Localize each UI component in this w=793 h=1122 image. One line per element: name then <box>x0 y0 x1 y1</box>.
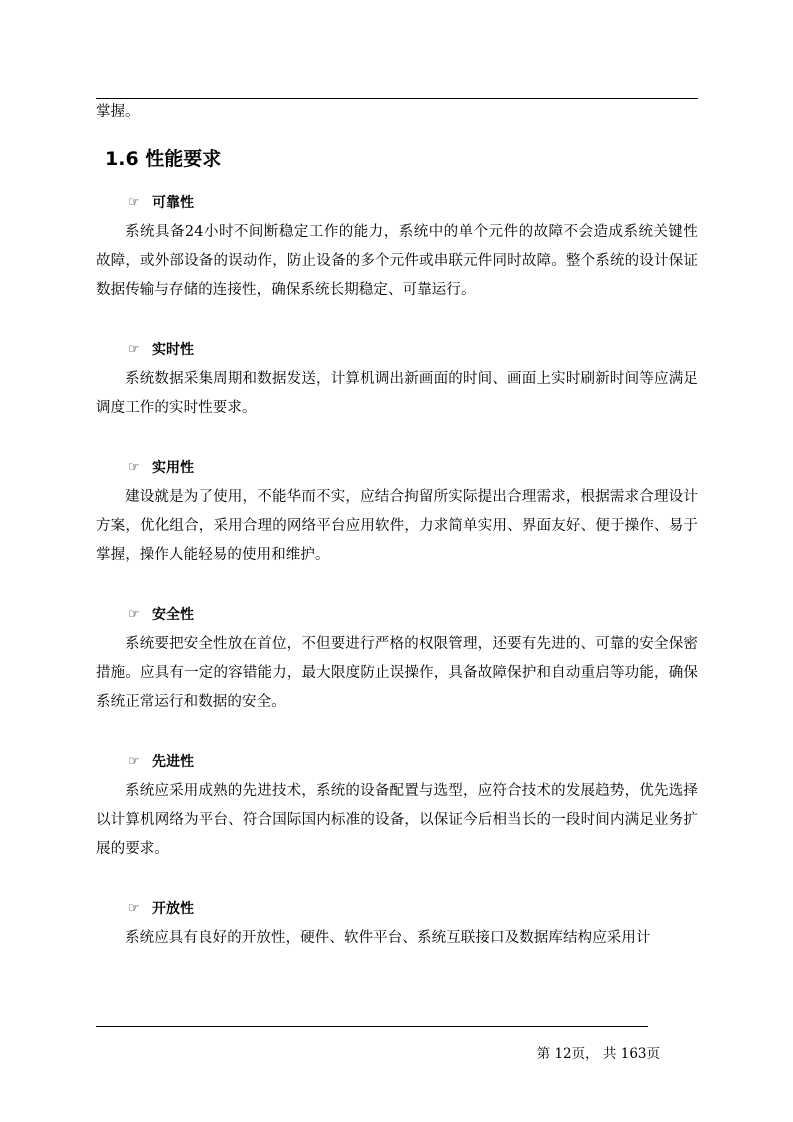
item-title <box>128 335 698 365</box>
section-heading <box>105 144 698 174</box>
pointing-hand-icon: ☞ <box>128 460 140 475</box>
footer-rule <box>96 1026 648 1027</box>
item-body: 建设就是为了使用，不能华而不实，应结合拘留所实际提出合理需求，根据需求合理设计方案，优化组合，采用合理的网络平台应用软件，力求简单实用、界面友好、便于操作、易于掌握，操作人能轻易的使用和维护。 <box>96 489 698 563</box>
item-title-label: 开放性 <box>152 901 194 917</box>
item-title-label: 实用性 <box>152 460 194 476</box>
item-security <box>96 600 698 717</box>
page-content <box>96 98 698 953</box>
item-openness <box>96 894 698 953</box>
item-advancement <box>96 747 698 864</box>
item-title-label: 先进性 <box>152 754 194 770</box>
item-body: 系统应采用成熟的先进技术，系统的设备配置与选型，应符合技术的发展趋势，优先选择以计算机网络为平台、符合国际国内标准的设备，以保证今后相当长的一段时间内满足业务扩展的要求。 <box>96 783 698 857</box>
pointing-hand-icon: ☞ <box>128 607 140 622</box>
pointing-hand-icon: ☞ <box>128 901 140 916</box>
item-title-label: 实时性 <box>152 342 194 358</box>
item-body: 系统应具有良好的开放性，硬件、软件平台、系统互联接口及数据库结构应采用计 <box>125 930 651 946</box>
item-body: 系统要把安全性放在首位，不但要进行严格的权限管理，还要有先进的、可靠的安全保密措施。应具有一定的容错能力，最大限度防止误操作，具备故障保护和自动重启等功能，确保系统正常运行和数据的安全。 <box>96 636 698 710</box>
item-title-label: 安全性 <box>152 607 194 623</box>
page-number: 第 12页， 共 163页 <box>536 1046 660 1062</box>
item-title <box>128 600 698 630</box>
section-title: 性能要求 <box>145 148 222 170</box>
item-realtime <box>96 335 698 423</box>
item-body: 系统具备24小时不间断稳定工作的能力，系统中的单个元件的故障不会造成系统关键性故障，或外部设备的误动作，防止设备的多个元件或串联元件同时故障。整个系统的设计保证数据传输与存储的连接性，确保系统长期稳定、可靠运行。 <box>96 224 698 298</box>
item-practicality <box>96 453 698 570</box>
item-reliability <box>96 188 698 305</box>
item-title <box>128 747 698 777</box>
pointing-hand-icon: ☞ <box>128 195 140 210</box>
item-title <box>128 894 698 924</box>
continuation-text: 掌握。 <box>96 104 140 120</box>
pointing-hand-icon: ☞ <box>128 342 140 357</box>
item-title <box>128 188 698 218</box>
section-number: 1.6 <box>105 148 139 170</box>
pointing-hand-icon: ☞ <box>128 754 140 769</box>
item-title <box>128 453 698 483</box>
item-body: 系统数据采集周期和数据发送，计算机调出新画面的时间、画面上实时刷新时间等应满足调度工作的实时性要求。 <box>96 371 698 416</box>
item-title-label: 可靠性 <box>152 195 194 211</box>
